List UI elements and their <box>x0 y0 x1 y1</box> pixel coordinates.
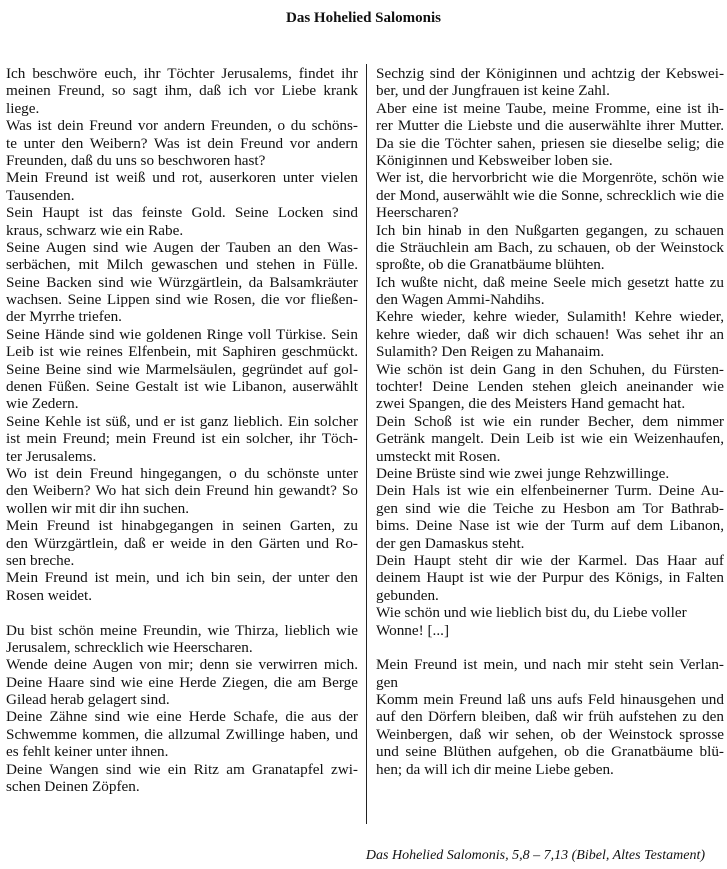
text-line: Wie schön und wie lieblich bist du, du Liebe voller <box>376 604 687 622</box>
text-line: Dein Hals ist wie ein elfenbeinerner Turm. Deine Au- <box>376 482 724 500</box>
text-line: meinen Freund, so sagt ihm, daß ich vor Liebe krank <box>6 82 358 100</box>
text-line: kehre wieder, daß wir dich schauen! Was sehet ihr an <box>376 325 724 343</box>
text-line: Wonne! [...] <box>376 621 449 639</box>
document-title: Das Hohelied Salomonis <box>285 10 442 26</box>
text-line: Was ist dein Freund vor andern Freunden, o du schöns- <box>6 117 358 135</box>
text-line: rer Mutter die Liebste und die auserwählte ihrer Mutter. <box>376 117 724 135</box>
text-line: auf den Dörfern bleiben, daß wir früh aufstehen zu den <box>376 708 724 726</box>
text-line: Mein Freund ist mein, und nach mir steht sein Verlan- <box>376 656 724 674</box>
text-line: kraus, schwarz wie ein Rabe. <box>6 221 184 239</box>
text-line: Kehre wieder, kehre wieder, Sulamith! Kehre wieder, <box>376 308 724 326</box>
text-line: wollen wir mit dir ihn suchen. <box>6 499 190 517</box>
text-line: Seine Augen sind wie Augen der Tauben an den Was- <box>6 238 358 256</box>
paragraph-gap <box>376 639 724 656</box>
text-line: Du bist schön meine Freundin, wie Thirza, lieblich wie <box>6 621 358 639</box>
text-line: Seine Kehle ist süß, und er ist ganz lieblich. Ein solcher <box>6 412 358 430</box>
text-line: Schwemme kommen, die allzumal Zwillinge haben, und <box>6 725 358 743</box>
text-line: zwei Spangen, die des Meisters Hand gemacht hat. <box>376 395 686 413</box>
text-line: te unter den Weibern? Was ist dein Freund vor andern <box>6 134 358 152</box>
text-line: denen Füßen. Seine Gestalt ist wie Libanon, auserwählt <box>6 378 358 396</box>
text-line: Sulamith? Den Reigen zu Mahanaim. <box>376 343 605 361</box>
text-line: es fehlt keiner unter ihnen. <box>6 743 169 761</box>
text-line: Ich beschwöre euch, ihr Töchter Jerusalems, findet ihr <box>6 65 358 82</box>
text-line: Sein Haupt ist das feinste Gold. Seine Locken sind <box>6 204 358 222</box>
text-line: Dein Schoß ist wie ein runder Becher, dem nimmer <box>376 412 724 430</box>
text-line: wachsen. Seine Lippen sind wie Rosen, die vor fließen- <box>6 291 358 309</box>
text-line: liege. <box>6 99 40 117</box>
paragraph-gap <box>6 604 358 621</box>
text-line: Seine Beine sind wie Marmelsäulen, gegründet auf gol- <box>6 360 358 378</box>
text-line: gen <box>376 673 398 691</box>
text-line: Mein Freund ist weiß und rot, auserkoren unter vielen <box>6 169 358 187</box>
text-line: Aber eine ist meine Taube, meine Fromme, eine ist ih- <box>376 99 724 117</box>
text-line: Wo ist dein Freund hingegangen, o du schönste unter <box>6 464 358 482</box>
text-line: gebunden. <box>376 586 439 604</box>
text-line: Ich wußte nicht, daß meine Seele mich gesetzt hatte zu <box>376 273 724 291</box>
text-line: ter Jerusalems. <box>6 447 97 465</box>
text-line: serbächen, mit Milch gewaschen und stehen in Fülle. <box>6 256 358 274</box>
text-line: Seine Hände sind wie goldenen Ringe voll Türkise. Sein <box>6 325 358 343</box>
text-line: und seine Blüthen aufgehen, ob die Granatbäume blü- <box>376 743 724 761</box>
text-line: sproßte, ob die Granatbäume blühten. <box>376 256 605 274</box>
text-line: Seine Backen sind wie Würzgärtlein, da Balsamkräuter <box>6 273 358 291</box>
text-line: Wende deine Augen von mir; denn sie verwirren mich. <box>6 656 358 674</box>
text-line: Rosen weidet. <box>6 586 93 604</box>
text-line: Dein Haupt steht dir wie der Karmel. Das Haar auf <box>376 551 724 569</box>
text-line: gen sind wie die Teiche zu Hesbon am Tor Bathrab- <box>376 499 724 517</box>
text-line: Da sie die Töchter sahen, priesen sie dieselbe selig; die <box>376 134 724 152</box>
text-line: Deine Zähne sind wie eine Herde Schafe, die aus der <box>6 708 358 726</box>
text-line: Wie schön ist dein Gang in den Schuhen, du Fürsten- <box>376 360 724 378</box>
text-line: ber, und der Jungfrauen ist keine Zahl. <box>376 82 610 100</box>
text-line: der Mond, auserwählt wie die Sonne, schrecklich wie die <box>376 186 724 204</box>
text-line: Freunden, daß du uns so beschworen hast? <box>6 151 266 169</box>
text-line: deinem Haupt ist wie der Purpur des Königs, in Falten <box>376 569 724 587</box>
text-line: Getränk mangelt. Dein Leib ist wie ein Weizenhaufen, <box>376 430 724 448</box>
text-line: der Myrrhe triefen. <box>6 308 122 326</box>
text-line: Wer ist, die hervorbricht wie die Morgenröte, schön wie <box>376 169 724 187</box>
text-line: Gilead herab gelagert sind. <box>6 691 170 709</box>
text-line: Heerscharen? <box>376 204 459 222</box>
text-line: Komm mein Freund laß uns aufs Feld hinausgehen und <box>376 691 724 709</box>
text-line: Deine Brüste sind wie zwei junge Rehzwillinge. <box>376 464 670 482</box>
left-text-column <box>6 65 358 795</box>
text-line: hen; da will ich dir meine Liebe geben. <box>376 760 614 778</box>
text-line: wie Zedern. <box>6 395 79 413</box>
text-line: Mein Freund ist hinabgegangen in seinen Garten, zu <box>6 517 358 535</box>
text-line: Jerusalem, schrecklich wie Heerscharen. <box>6 638 253 656</box>
text-line: ist mein Freund; mein Freund ist ein solcher, ihr Töch- <box>6 430 358 448</box>
text-line: Mein Freund ist mein, und ich bin sein, der unter den <box>6 569 358 587</box>
text-line: Ich bin hinab in den Nußgarten gegangen, zu schauen <box>376 221 724 239</box>
source-citation: Das Hohelied Salomonis, 5,8 – 7,13 (Bibel, Altes Testament) <box>365 848 705 863</box>
text-line: schen Deinen Zöpfen. <box>6 778 140 796</box>
text-line: die Sträuchlein am Bach, zu schauen, ob der Weinstock <box>376 238 724 256</box>
text-line: Deine Wangen sind wie ein Ritz am Granatapfel zwi- <box>6 760 358 778</box>
text-line: umsteckt mit Rosen. <box>376 447 501 465</box>
right-text-column <box>376 65 724 778</box>
text-line: Weinbergen, daß wir sehen, ob der Weinstock sprosse <box>376 725 724 743</box>
text-line: tochter! Deine Lenden stehen gleich aneinander wie <box>376 378 724 396</box>
text-line: Königinnen und Kebsweiber loben sie. <box>376 151 613 169</box>
text-line: Deine Haare sind wie eine Herde Ziegen, die am Berge <box>6 673 358 691</box>
text-line: Tausenden. <box>6 186 75 204</box>
text-line: den Würzgärtlein, daß er weide in den Gärten und Ro- <box>6 534 358 552</box>
text-line: Sechzig sind der Königinnen und achtzig der Kebswei- <box>376 65 724 82</box>
text-line: den Weibern? Wo hat sich dein Freund hin gewandt? So <box>6 482 358 500</box>
text-line: den Wagen Ammi-Nahdihs. <box>376 291 545 309</box>
text-line: sen breche. <box>6 551 75 569</box>
text-line: bims. Deine Nase ist wie der Turm auf dem Libanon, <box>376 517 724 535</box>
text-line: Leib ist wie reines Elfenbein, mit Saphiren geschmückt. <box>6 343 358 361</box>
column-divider <box>366 64 367 824</box>
text-line: der gen Damaskus steht. <box>376 534 525 552</box>
